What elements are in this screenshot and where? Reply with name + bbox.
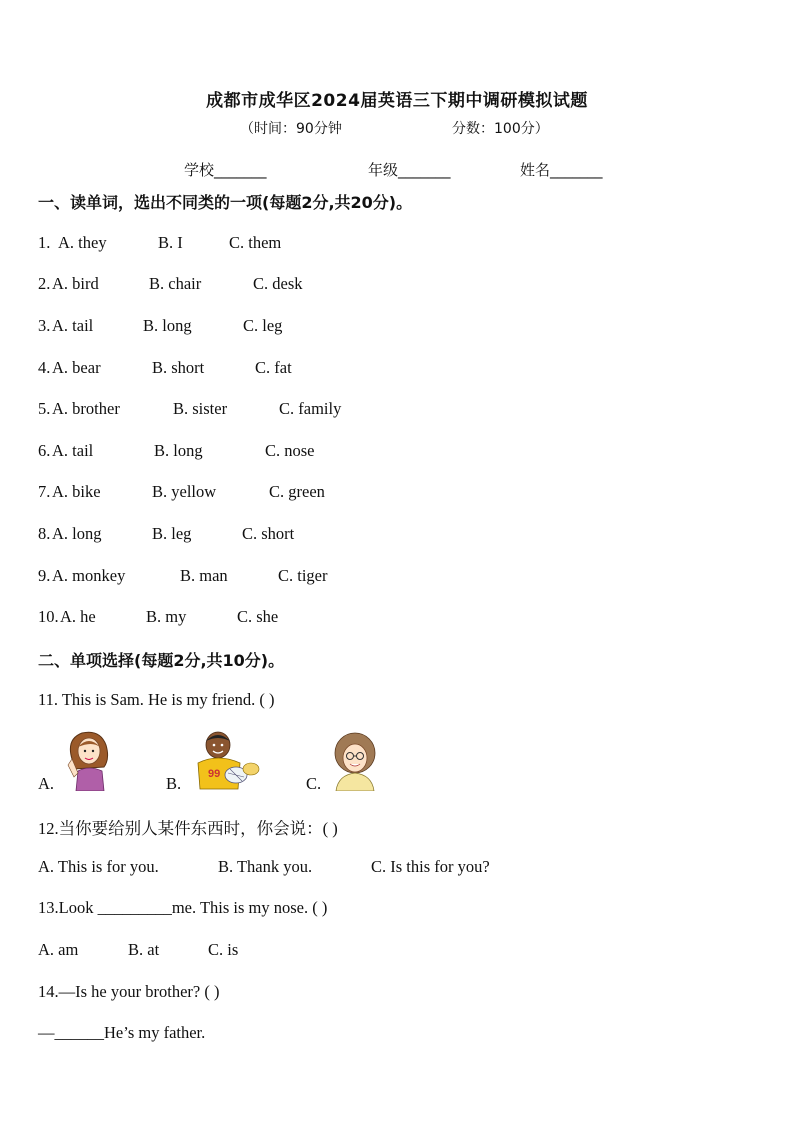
- option-c: C. short: [242, 524, 295, 543]
- q13-option-c: C. is: [208, 940, 239, 959]
- option-b: B. leg: [152, 524, 192, 543]
- time-info: （时间：90分钟: [240, 121, 342, 137]
- question-11: 11. This is Sam. He is my friend. ( ): [38, 690, 275, 709]
- q13-option-b: B. at: [128, 940, 160, 959]
- option-c: C. nose: [265, 441, 315, 460]
- school-field: 学校_______: [184, 161, 267, 179]
- question-number: 2.: [38, 274, 51, 293]
- option-b: B. my: [146, 607, 187, 626]
- q11-option-b: B.: [166, 774, 182, 793]
- option-c: C. she: [237, 607, 279, 626]
- option-a: A. tail: [52, 316, 94, 335]
- option-b: B. I: [158, 233, 183, 252]
- option-a: A. long: [52, 524, 102, 543]
- question-number: 3.: [38, 316, 51, 335]
- score-info: 分数：100分）: [452, 121, 549, 137]
- grade-field: 年级_______: [368, 161, 451, 179]
- option-b: B. chair: [149, 274, 202, 293]
- section-1-heading: 一、读单词，选出不同类的一项(每题2分,共20分)。: [38, 193, 413, 212]
- question-14: 14.—Is he your brother? ( ): [38, 982, 220, 1001]
- question-number: 5.: [38, 399, 51, 418]
- option-c: C. desk: [253, 274, 303, 293]
- option-a: A. they: [58, 233, 107, 252]
- option-c: C. leg: [243, 316, 283, 335]
- option-b: B. sister: [173, 399, 228, 418]
- q12-option-c: C. Is this for you?: [371, 857, 490, 876]
- question-number: 9.: [38, 566, 51, 585]
- option-a: A. monkey: [52, 566, 126, 585]
- question-13: 13.Look _________me. This is my nose. ( ): [38, 898, 328, 917]
- q13-option-a: A. am: [38, 940, 79, 959]
- name-field: 姓名_______: [520, 161, 603, 179]
- option-c: C. family: [279, 399, 342, 418]
- question-number: 4.: [38, 358, 51, 377]
- question-number: 7.: [38, 482, 51, 501]
- section-2-heading: 二、单项选择(每题2分,共10分)。: [38, 651, 285, 670]
- q12-option-a: A. This is for you.: [38, 857, 159, 876]
- option-a: A. he: [60, 607, 96, 626]
- q12-option-b: B. Thank you.: [218, 857, 313, 876]
- question-number: 6.: [38, 441, 51, 460]
- option-b: B. man: [180, 566, 228, 585]
- option-a: A. bird: [52, 274, 99, 293]
- q11-option-a: A.: [38, 774, 55, 793]
- q11-option-c: C.: [306, 774, 322, 793]
- option-c: C. green: [269, 482, 325, 501]
- question-number: 1.: [38, 233, 51, 252]
- option-c: C. tiger: [278, 566, 328, 585]
- svg-text:99: 99: [208, 768, 221, 780]
- option-b: B. short: [152, 358, 205, 377]
- grandma-picture: [330, 731, 380, 791]
- girl-picture: [62, 729, 114, 791]
- question-number: 8.: [38, 524, 51, 543]
- boy-picture: [194, 729, 260, 791]
- q14-reply: —______He’s my father.: [38, 1023, 206, 1042]
- option-b: B. long: [154, 441, 203, 460]
- question-12: 12.当你要给别人某件东西时，你会说：( ): [38, 819, 338, 838]
- option-a: A. brother: [52, 399, 120, 418]
- option-a: A. bear: [52, 358, 101, 377]
- question-number: 10.: [38, 607, 59, 626]
- option-a: A. tail: [52, 441, 94, 460]
- option-c: C. fat: [255, 358, 292, 377]
- option-a: A. bike: [52, 482, 101, 501]
- option-b: B. long: [143, 316, 192, 335]
- page-title: 成都市成华区2024届英语三下期中调研模拟试题: [206, 91, 588, 111]
- option-c: C. them: [229, 233, 282, 252]
- option-b: B. yellow: [152, 482, 217, 501]
